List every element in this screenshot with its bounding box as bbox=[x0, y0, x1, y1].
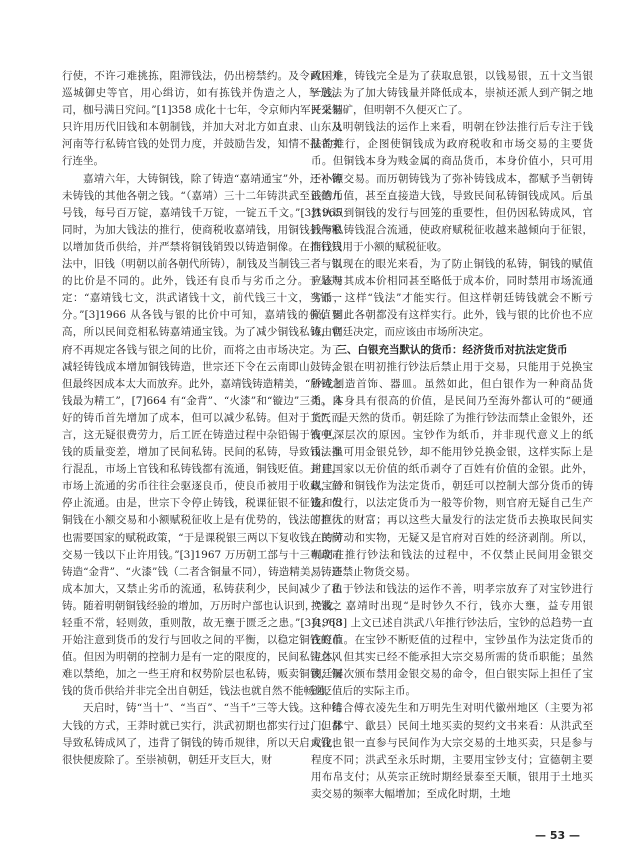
paragraph: 政困难，铸钱完全是为了获取息银，以钱易银，五十文当银一钱。为了加大铸钱量并降低成本，崇祯还派人到产铜之地开采铜矿，但明朝不久便灭亡了。 bbox=[311, 70, 593, 117]
paragraph: 以现在的眼光来看，为了防止铜钱的私铸，铜钱的赋值应该与其成本价相同甚至略低于成本价，同时禁用市场流通劣币，这样“钱法”才能实行。但这样朝廷铸钱就会不断亏损，因此各朝都没有这样实行。此外，钱与银的比价也不应该由朝廷决定，而应该由市场所决定。 bbox=[311, 258, 593, 339]
paragraph: 结合傅衣凌先生和万明先生对明代徽州地区（主要为祁门、休宁、歙县）民间土地买卖的契约文书来看：从洪武至成化，银一直参与民间作为大宗交易的土地买卖，只是参与程度不同；洪武至永乐时期，主要用宝钞支付；宣德朝主要用布帛支付；从英宗正统时期经景泰至天顺，银用于土地买卖交易的频率大幅增加；至成化时期，土地 bbox=[311, 702, 593, 800]
paragraph: 由于钞法和钱法的运作不善，明孝宗放弃了对宝钞进行挽救，嘉靖时出现“是时钞久不行，钱亦大壅，益专用银矣。”[3] 上文已述自洪武八年推行钞法后，宝钞的总趋势一直在贬值。在宝钞不断贬值的过程中，宝钞虽作为法定货币的主体，但其实已经不能承担大宗交易所需的货币职能；虽然朝廷屡次颁布禁用金银交易的命令，但白银实际上担任了宝钞贬值后的实际主币。 bbox=[311, 582, 593, 698]
paragraph: 从明朝钱法的运作上来看，明朝在钞法推行后专注于钱法的推行，企图使铜钱成为政府税收和市场交易的主要货币。但铜钱本身为贱金属的商品货币，本身价值小，只可用于小额交易。而历朝铸钱为了弥补铸钱成本，都赋予当朝铸钱的币值，甚至直接造大钱，导致民间私铸铜钱成风。后虽然认识到铜钱的发行与回笼的重要性，但仍因私铸成风，官钱与私铸钱混合流通，使政府赋税征收越来越倾向于征银，而钱只用于小额的赋税征收。 bbox=[311, 121, 593, 253]
page-number: — 53 — bbox=[535, 829, 580, 842]
right-column bbox=[311, 68, 593, 828]
paragraph: 嘉靖六年，大铸铜钱，除了铸造“嘉靖通宝”外，还补铸未铸钱的其他各朝之钱。“（嘉靖）三十二年铸洪武至正德九号钱，每号百万锭，嘉靖钱千万锭，一锭五千文。”[3]1965 同时，为加大钱法的推行，使商税收嘉靖钱，用铜钱折俸粮以增加货币供给，并严禁将铜钱销毁以铸造铜像。在推行钱法中，旧钱（明朝以前各朝代所铸），制钱及当制钱三者与银的比价是不同的。此外，钱还有良币与劣币之分。于是规定：“嘉靖钱七文，洪武诸钱十文，前代钱三十文，当银一分。”[3]1966 从各钱与银的比价中可知，嘉靖钱的价值要高，所以民间竞相私铸嘉靖通宝钱。为了减少铜钱私铸，官府不再规定各钱与银之间的比价，而将之由市场决定。为了减轻铸钱成本增加铜钱铸造，世宗还下令在云南即山鼓铸，但最终因成本太大而放弃。此外，嘉靖钱铸造精美，“所铸之钱最为精工”，[7]664 有“金背”、“火漆”和“镟边”三类。良好的铸币首先增加了成本，但可以减少私铸。但对于工匠而言，这无疑很费劳力，后工匠在铸造过程中杂铅锡于钱中，钱的质量变差，增加了民间私铸。民间的私铸，导致钱法推行混乱，市场上官钱和私铸钱都有流通，铜钱贬值。并且，市场上流通的劣币往往会驱逐良币，使良币被用于收藏，而停止流通。由是，世宗下令停止铸钱，税课征银不征钱。但铜钱在小额交易和小额赋税征收上是有优势的，钱法的推行也需要国家的赋税政策，“于是课税银三两以下复收钱，民间交易一钱以下止许用钱。”[3]1967 万历朝工部与十三布政司铸造“金背”、“火漆”钱（二者含铜量不同），铸造精美，铸造成本加大，又禁止劣币的流通，私铸获利少，民间减少了私铸。随着明朝铜钱经验的增加，万历时户部也认识到，“钱之轻重不常，轻则敛，重则散，故无壅于匮乏之患。”[3]1968 开始注意到货币的发行与回收之间的平衡，以稳定铜钱的币值。但因为明朝的控制力是有一定的限度的，民间私铸之风难以禁绝，加之一些王府和权势阶层也私铸，贩卖铜钱，铜钱的货币供给并非完全出自朝廷，钱法也就自然不能畅通。 bbox=[62, 172, 342, 698]
left-column bbox=[62, 68, 342, 828]
paragraph: 天启时，铸“当十”、“当百”、“当千”三等大钱。这种铸大钱的方式，王莽时就已实行，洪武初期也都实行过，但都导致私铸成风了，违背了铜钱的铸币规律，所以天启大钱也很快便废除了。至崇祯朝，朝廷开支巨大，财 bbox=[62, 702, 342, 766]
section-heading: 三、白银充当默认的货币：经济货币对抗法定货币 bbox=[336, 343, 568, 356]
paragraph: 行使，不许刁难挑拣，阻滞钱法，仍出榜禁约。及令两厂并巡城御史等官，用心缉访，如有拣钱并伪造之人，拏送法司，枷号满日究问。”[1]358 成化十七年，令京师内军民交易只许用历代旧钱和本朝制钱，并加大对北方如直隶、山东及河南等行私铸官钱的处罚力度，并鼓励告发，知情不报者实行连坐。 bbox=[62, 70, 342, 168]
paragraph: 金银在明初推行钞法后禁止用于交易，只能用于兑换宝钞或制造首饰、器皿。虽然如此，但白银作为一种商品货币，本身具有很高的价值，是民间乃至海外都认可的“硬通货”，是天然的货币。朝廷除了为推行钞法而禁止金银外，还有更深层次的原因。宝钞作为纸币，并非现代意义上的纸币。虽可用金银兑钞，却不能用钞兑换金银，这样实际上是封建国家以无价值的纸币剥夺了百姓有价值的金银。此外，以宝钞和铜钱作为法定货币，朝廷可以控制大部分货币的铸造和发行，以法定货币为一般等价物，则官府无疑自己生产了巨大的财富；再以这些大量发行的法定货币去换取民间实在的劳动和实物，无疑又是官府对百姓的经济剥削。所以，明朝在推行钞法和钱法的过程中，不仅禁止民间用金银交易，还禁止物货交易。 bbox=[311, 360, 593, 578]
